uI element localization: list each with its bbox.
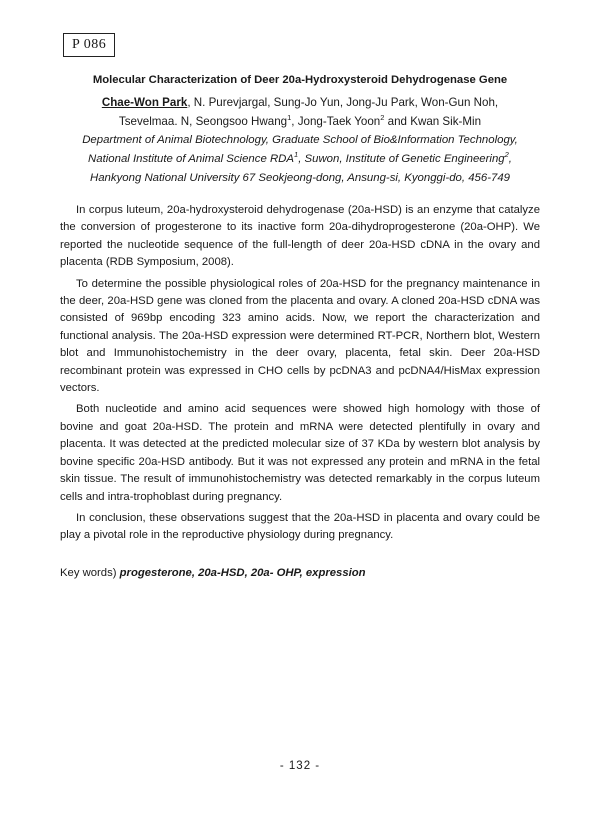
author-line-1-rest: , N. Purevjargal, Sung-Jo Yun, Jong-Ju Park, Won-Gun Noh,	[187, 96, 499, 109]
paper-title: Molecular Characterization of Deer 20a-Hydroxysteroid Dehydrogenase Gene	[92, 74, 508, 86]
affiliation-line-2-part-c: ,	[508, 153, 512, 165]
author-line-2-part-b: , Jong-Taek Yoon	[291, 115, 381, 128]
abstract-body	[60, 202, 540, 549]
author-list	[60, 93, 540, 131]
keywords-label: Key words)	[60, 567, 120, 579]
author-line-2-part-a: Tsevelmaa. N, Seongsoo Hwang	[118, 115, 288, 128]
author-affil-mark-2: 2	[380, 113, 385, 123]
poster-id-box: P 086	[63, 33, 115, 57]
affiliation-line-2-part-b: , Suwon, Institute of Genetic Engineering	[298, 153, 505, 165]
affiliation-line-2-part-a: National Institute of Animal Science RDA	[88, 153, 295, 165]
author-line-1	[60, 93, 540, 112]
author-affil-mark-1: 1	[287, 113, 292, 123]
affiliation-line-2	[60, 150, 540, 169]
page-number: - 132 -	[279, 760, 321, 772]
affiliations	[60, 131, 540, 188]
affiliation-line-1: Department of Animal Biotechnology, Graduate School of Bio&Information Technology,	[82, 134, 518, 146]
affiliation-line-3: Hankyong National University 67 Seokjeong-dong, Ansung-si, Kyonggi-do, 456-749	[89, 172, 511, 184]
keywords-line	[60, 565, 540, 582]
abstract-paragraph: To determine the possible physiological roles of 20a-HSD for the pregnancy maintenance in the deer, 20a-HSD gene was cloned from the placenta and ovary. A cloned 20a-HSD cDNA was consisted of 969bp encoding 323 amino acids. Now, we report the characterization and functional analysis. The 20a-HSD expression were determined RT-PCR, Northern blot, Western blot and Immunohistochemistry in the deer ovary, placenta, fetal skin. Deer 20a-HSD recombinant protein was expressed in CHO cells by pcDNA3 and pcDNA4/HisMax expression vectors.	[60, 277, 540, 395]
abstract-paragraph: Both nucleotide and amino acid sequences were showed high homology with those of bovine and goat 20a-HSD. The protein and mRNA were detected plentifully in ovary and placenta. It was detected at the predicted molecular size of 37 KDa by western blot analysis by bovine specific 20a-HSD antibody. But it was not expressed any protein and mRNA in the fetal skin tissue. The result of immunohistochemistry was detected remarkably in the corpus luteum cells and intra-trophoblast during pregnancy.	[60, 403, 540, 503]
affiliation-mark-2: 2	[504, 150, 509, 160]
abstract-paragraph: In corpus luteum, 20a-hydroxysteroid dehydrogenase (20a-HSD) is an enzyme that catalyze the conversion of progesterone to its inactive form 20a-dihydroprogesterone (20a-OHP). We reported the nucleotide sequence of the full-length of deer 20a-HSD cDNA in the ovary and placenta (RDB Symposium, 2008).	[60, 204, 540, 269]
presenting-author: Chae-Won Park	[101, 96, 188, 109]
author-line-2-part-c: and Kwan Sik-Min	[384, 115, 482, 128]
author-line-2	[60, 112, 540, 131]
keywords-terms: progesterone, 20a-HSD, 20a- OHP, expression	[119, 567, 366, 579]
abstract-paragraph: In conclusion, these observations suggest that the 20a-HSD in placenta and ovary could be play a pivotal role in the reproductive physiology during pregnancy.	[60, 511, 540, 542]
affiliation-mark-1: 1	[294, 150, 299, 160]
